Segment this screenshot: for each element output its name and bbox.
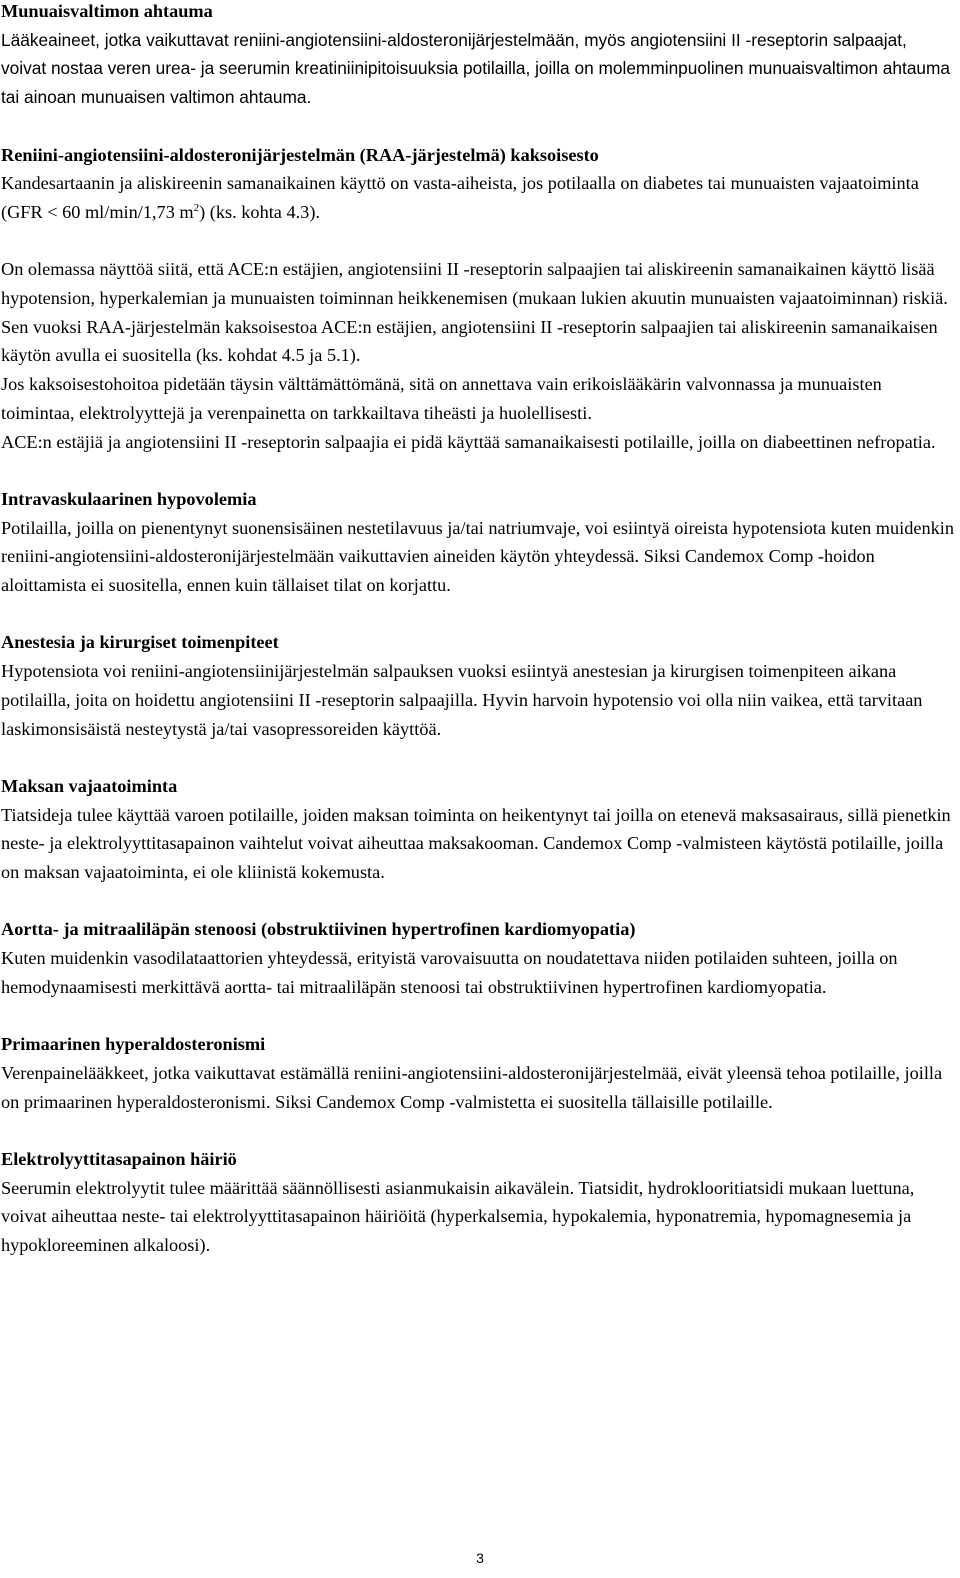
section-paragraph: On olemassa näyttöä siitä, että ACE:n estäjien, angiotensiini II -reseptorin salpaajien tai aliskireenin samanaikainen käyttö lisää hypotension, hyperkalemian ja munuaisten toiminnan heikkenemisen (mukaan lukien akuutin munuaisten vajaatoiminnan) riskiä. Sen vuoksi RAA-järjestelmän kaksoisestoa ACE:n estäjien, angiotensiini II -reseptorin salpaajien tai aliskireenin samanaikaisen käytön avulla ei suositella (ks. kohdat 4.5 ja 5.1). — [1, 259, 948, 366]
section-heading: Elektrolyyttitasapainon häiriö — [1, 1149, 237, 1169]
section-paragraph: Hypotensiota voi reniini-angiotensiinijärjestelmän salpauksen vuoksi esiintyä anestesian ja kirurgisen toimenpiteen aikana potilailla, joita on hoidettu angiotensiini II -reseptorin salpaajilla. Hyvin harvoin hypotensio voi olla niin vaikea, että tarvitaan laskimonsisäistä nesteytystä ja/tai vasopressoreiden käyttöä. — [1, 661, 923, 739]
section-paragraph — [1, 169, 956, 226]
section-heading: Munuaisvaltimon ahtauma — [1, 1, 213, 21]
section-paragraph: Kuten muidenkin vasodilataattorien yhteydessä, erityistä varovaisuutta on noudatettava niiden potilaiden suhteen, joilla on hemodynaamisesti merkittävä aortta- tai mitraaliläpän stenoosi tai obstruktiivinen hypertrofinen kardiomyopatia. — [1, 948, 898, 997]
superscript: 2 — [193, 201, 200, 214]
section-heading: Aortta- ja mitraaliläpän stenoosi (obstruktiivinen hypertrofinen kardiomyopatia) — [1, 919, 636, 940]
section-maksan-vajaatoiminta — [1, 772, 956, 887]
section-heading: Maksan vajaatoiminta — [1, 775, 178, 796]
section-munuaisvaltimon-ahtauma — [1, 0, 956, 112]
section-raa-evidence — [1, 255, 956, 456]
section-stenoosi — [1, 915, 956, 1001]
section-paragraph: ACE:n estäjiä ja angiotensiini II -reseptorin salpaajia ei pidä käyttää samanaikaisesti potilaille, joilla on diabeettinen nefropatia. — [1, 431, 936, 452]
section-hyperaldosteronismi — [1, 1030, 956, 1116]
section-raa-kaksoisesto — [1, 141, 956, 227]
section-paragraph: Jos kaksoisestohoitoa pidetään täysin välttämättömänä, sitä on annettava vain erikoislääkärin valvonnassa ja munuaisten toimintaa, elektrolyyttejä ja verenpainetta on tarkkailtava tiheästi ja huolellisesti. — [1, 374, 882, 423]
section-heading: Intravaskulaarinen hypovolemia — [1, 488, 257, 509]
section-heading: Reniini-angiotensiini-aldosteronijärjestelmän (RAA-järjestelmä) kaksoisesto — [1, 144, 599, 165]
document-page — [1, 0, 956, 1289]
section-paragraph: Potilailla, joilla on pienentynyt suonensisäinen nestetilavuus ja/tai natriumvaje, voi esiintyä oireista hypotensiota kuten muidenkin reniini-angiotensiini-aldosteronijärjestelmään vaikuttavien aineiden käytön yhteydessä. Siksi Candemox Comp -hoidon aloittamista ei suositella, ennen kuin tällaiset tilat on korjattu. — [1, 517, 954, 596]
section-heading: Primaarinen hyperaldosteronismi — [1, 1034, 266, 1055]
section-anestesia — [1, 628, 956, 743]
section-paragraph: Lääkeaineet, jotka vaikuttavat reniini-angiotensiini-aldosteronijärjestelmään, myös angiotensiini II -reseptorin salpaajat, voivat nostaa veren urea- ja seerumin kreatiniinipitoisuuksia potilailla, joilla on molemminpuolinen munuaisvaltimon ahtauma tai ainoan munuaisen valtimon ahtauma. — [1, 29, 951, 108]
paragraph-text: Kandesartaanin ja aliskireenin samanaikainen käyttö on vasta-aiheista, jos potilaalla on diabetes tai munuaisten vajaatoiminta (GFR < 60 ml/min/1,73 m — [1, 173, 919, 222]
paragraph-text: ) (ks. kohta 4.3). — [199, 201, 320, 222]
section-elektrolyyttitasapaino — [1, 1145, 956, 1260]
page-number: 3 — [476, 1550, 484, 1566]
section-heading: Anestesia ja kirurgiset toimenpiteet — [1, 632, 279, 653]
section-paragraph: Tiatsideja tulee käyttää varoen potilaille, joiden maksan toiminta on heikentynyt tai joilla on etenevä maksasairaus, sillä pienetkin neste- ja elektrolyyttitasapainon vaihtelut voivat aiheuttaa maksakooman. Candemox Comp -valmisteen käytöstä potilaille, joilla on maksan vajaatoiminta, ei ole kliinistä kokemusta. — [1, 804, 951, 883]
section-intravaskulaarinen-hypovolemia — [1, 485, 956, 600]
section-paragraph: Verenpainelääkkeet, jotka vaikuttavat estämällä reniini-angiotensiini-aldosteronijärjestelmää, eivät yleensä tehoa potilaille, joilla on primaarinen hyperaldosteronismi. Siksi Candemox Comp -valmistetta ei suositella tällaisille potilaille. — [1, 1062, 943, 1112]
section-paragraph: Seerumin elektrolyytit tulee määrittää säännöllisesti asianmukaisin aikavälein. Tiatsidit, hydroklooritiatsidi mukaan luettuna, voivat aiheuttaa neste- tai elektrolyyttitasapainon häiriöitä (hyperkalsemia, hypokalemia, hyponatremia, hypomagnesemia ja hypokloreeminen alkaloosi). — [1, 1177, 915, 1256]
